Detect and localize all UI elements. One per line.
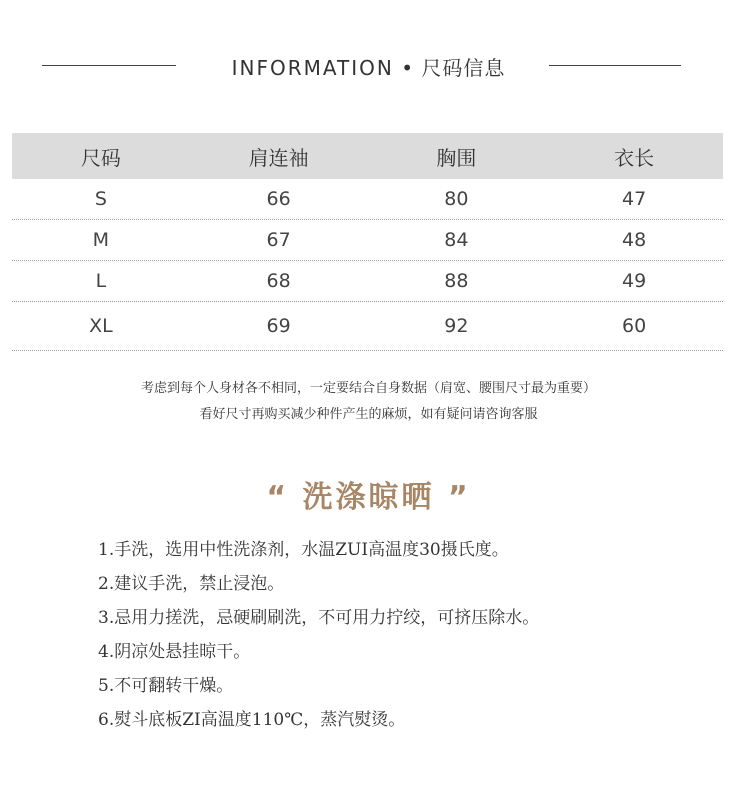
table-row	[12, 302, 723, 351]
table-cell-sleeve: 69	[266, 315, 291, 337]
wash-title-quote-close: ”	[447, 480, 471, 515]
table-cell-size: L	[95, 270, 107, 292]
table-row	[12, 179, 723, 220]
header-title-en: INFORMATION	[231, 56, 394, 80]
list-item: 3.忌用力搓洗，忌硬刷刷洗，不可用力拧绞，可挤压除水。	[98, 608, 540, 628]
table-header-row	[12, 133, 723, 179]
table-header-length: 衣长	[614, 145, 655, 170]
wash-title-quote-open: “	[266, 480, 290, 515]
list-item: 1.手洗，选用中性洗涤剂，水温ZUI高温度30摄氏度。	[98, 540, 509, 560]
header-title-dot: •	[401, 56, 414, 80]
wash-section-title	[0, 472, 737, 516]
size-table	[12, 133, 723, 351]
table-cell-length: 60	[622, 315, 647, 337]
table-cell-sleeve: 66	[266, 188, 291, 210]
table-header-size: 尺码	[80, 145, 121, 170]
table-cell-length: 49	[622, 270, 647, 292]
info-header	[0, 48, 737, 84]
size-note-line2: 看好尺寸再购买减少种件产生的麻烦，如有疑问请咨询客服	[199, 407, 538, 422]
table-cell-size: M	[92, 229, 110, 251]
size-note-line1: 考虑到每个人身材各不相同，一定要结合自身数据（肩宽、腰围尺寸最为重要）	[140, 381, 596, 396]
table-cell-length: 48	[622, 229, 647, 251]
table-cell-bust: 84	[444, 229, 469, 251]
list-item: 4.阴凉处悬挂晾干。	[98, 642, 251, 662]
table-cell-sleeve: 68	[266, 270, 291, 292]
header-divider-right	[549, 65, 681, 66]
table-header-bust: 胸围	[436, 145, 477, 170]
header-title-cn: 尺码信息	[421, 56, 506, 80]
table-cell-size: S	[94, 188, 107, 210]
list-item: 5.不可翻转干燥。	[98, 676, 234, 696]
table-cell-size: XL	[89, 315, 113, 337]
table-cell-bust: 88	[444, 270, 469, 292]
list-item: 6.熨斗底板ZI高温度110℃，蒸汽熨烫。	[98, 710, 406, 730]
table-cell-bust: 92	[444, 315, 469, 337]
table-cell-bust: 80	[444, 188, 469, 210]
table-row	[12, 220, 723, 261]
table-cell-length: 47	[622, 188, 647, 210]
header-title	[0, 52, 737, 81]
list-item: 2.建议手洗，禁止浸泡。	[98, 574, 285, 594]
table-row	[12, 261, 723, 302]
wash-title-text: 洗涤晾晒	[302, 480, 435, 515]
wash-instructions-list	[98, 536, 539, 740]
table-header-sleeve: 肩连袖	[248, 145, 309, 170]
table-cell-sleeve: 67	[266, 229, 291, 251]
